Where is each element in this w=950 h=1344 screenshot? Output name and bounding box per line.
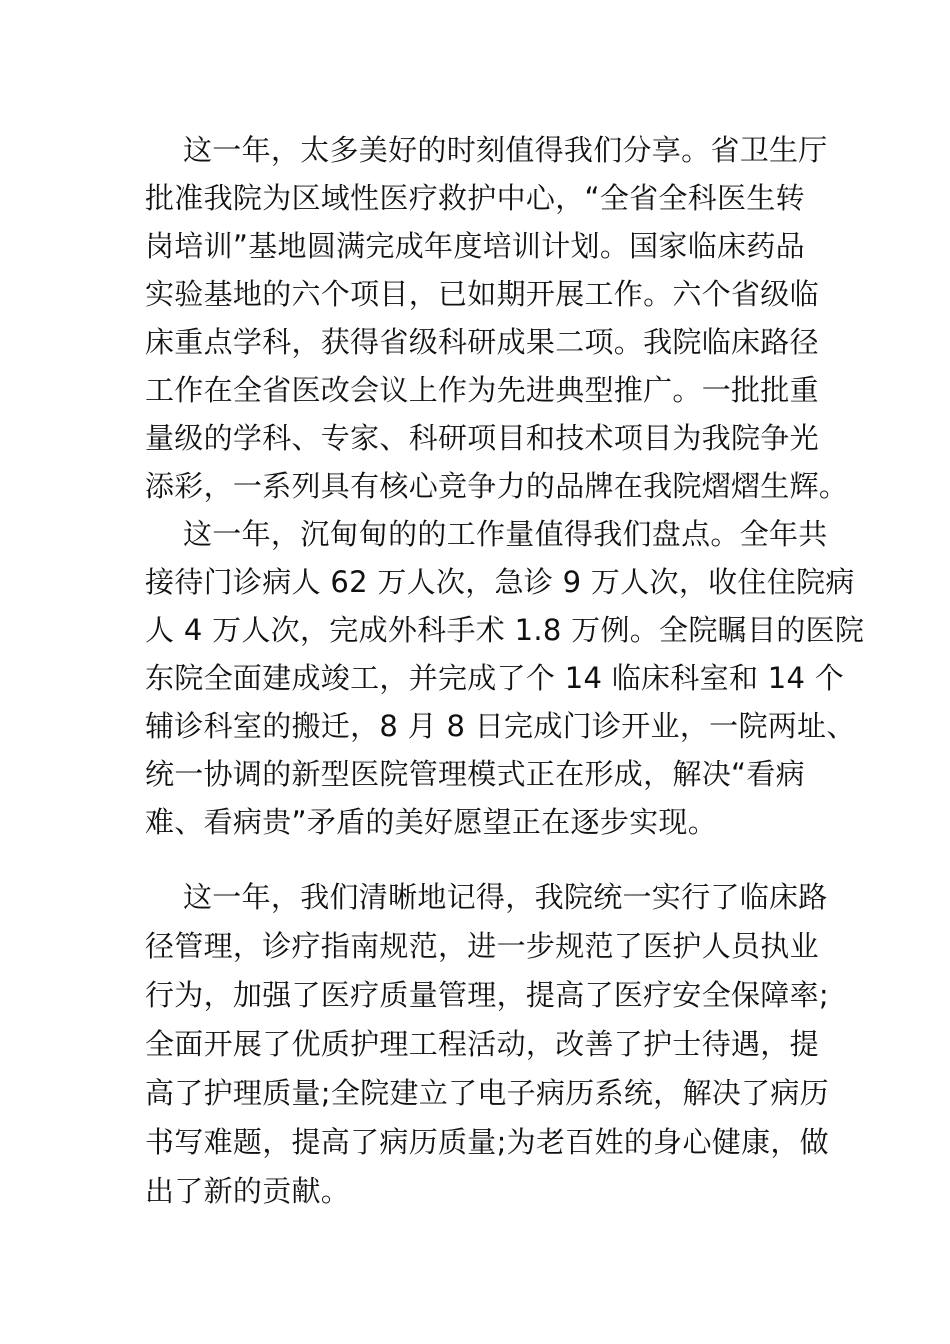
text-line: 这一年，太多美好的时刻值得我们分享。省卫生厅: [183, 133, 828, 167]
text-line: 这一年，沉甸甸的的工作量值得我们盘点。全年共: [183, 517, 828, 551]
text-line: 东院全面建成竣工，并完成了个 14 临床科室和 14 个: [145, 661, 845, 695]
text-line: 径管理，诊疗指南规范，进一步规范了医护人员执业: [145, 929, 819, 963]
text-line: 辅诊科室的搬迁，8 月 8 日完成门诊开业，一院两址、: [145, 709, 856, 743]
text-line: 行为，加强了医疗质量管理，提高了医疗安全保障率;: [145, 978, 829, 1012]
text-line: 全面开展了优质护理工程活动，改善了护士待遇，提: [145, 1027, 819, 1061]
text-line: 岗培训”基地圆满完成年度培训计划。国家临床药品: [145, 229, 805, 263]
text-line: 难、看病贵”矛盾的美好愿望正在逐步实现。: [145, 805, 718, 839]
text-line: 添彩，一系列具有核心竞争力的品牌在我院熠熠生辉。: [145, 469, 849, 503]
text-line: 人 4 万人次，完成外科手术 1.8 万例。全院瞩目的医院: [145, 613, 865, 647]
text-line: 高了护理质量;全院建立了电子病历系统，解决了病历: [145, 1076, 829, 1110]
text-line: 工作在全省医改会议上作为先进典型推广。一批批重: [145, 373, 819, 407]
text-line: 批准我院为区域性医疗救护中心，“全省全科医生转: [145, 181, 805, 215]
text-line: 床重点学科，获得省级科研成果二项。我院临床路径: [145, 325, 819, 359]
text-line: 统一协调的新型医院管理模式正在形成，解决“看病: [145, 757, 805, 791]
text-line: 书写难题，提高了病历质量;为老百姓的身心健康，做: [145, 1125, 829, 1159]
text-line: 这一年，我们清晰地记得，我院统一实行了临床路: [183, 880, 828, 914]
text-line: 接待门诊病人 62 万人次，急诊 9 万人次，收住住院病: [145, 565, 855, 599]
text-line: 实验基地的六个项目，已如期开展工作。六个省级临: [145, 277, 819, 311]
text-line: 量级的学科、专家、科研项目和技术项目为我院争光: [145, 421, 819, 455]
text-line: 出了新的贡献。: [145, 1174, 351, 1208]
